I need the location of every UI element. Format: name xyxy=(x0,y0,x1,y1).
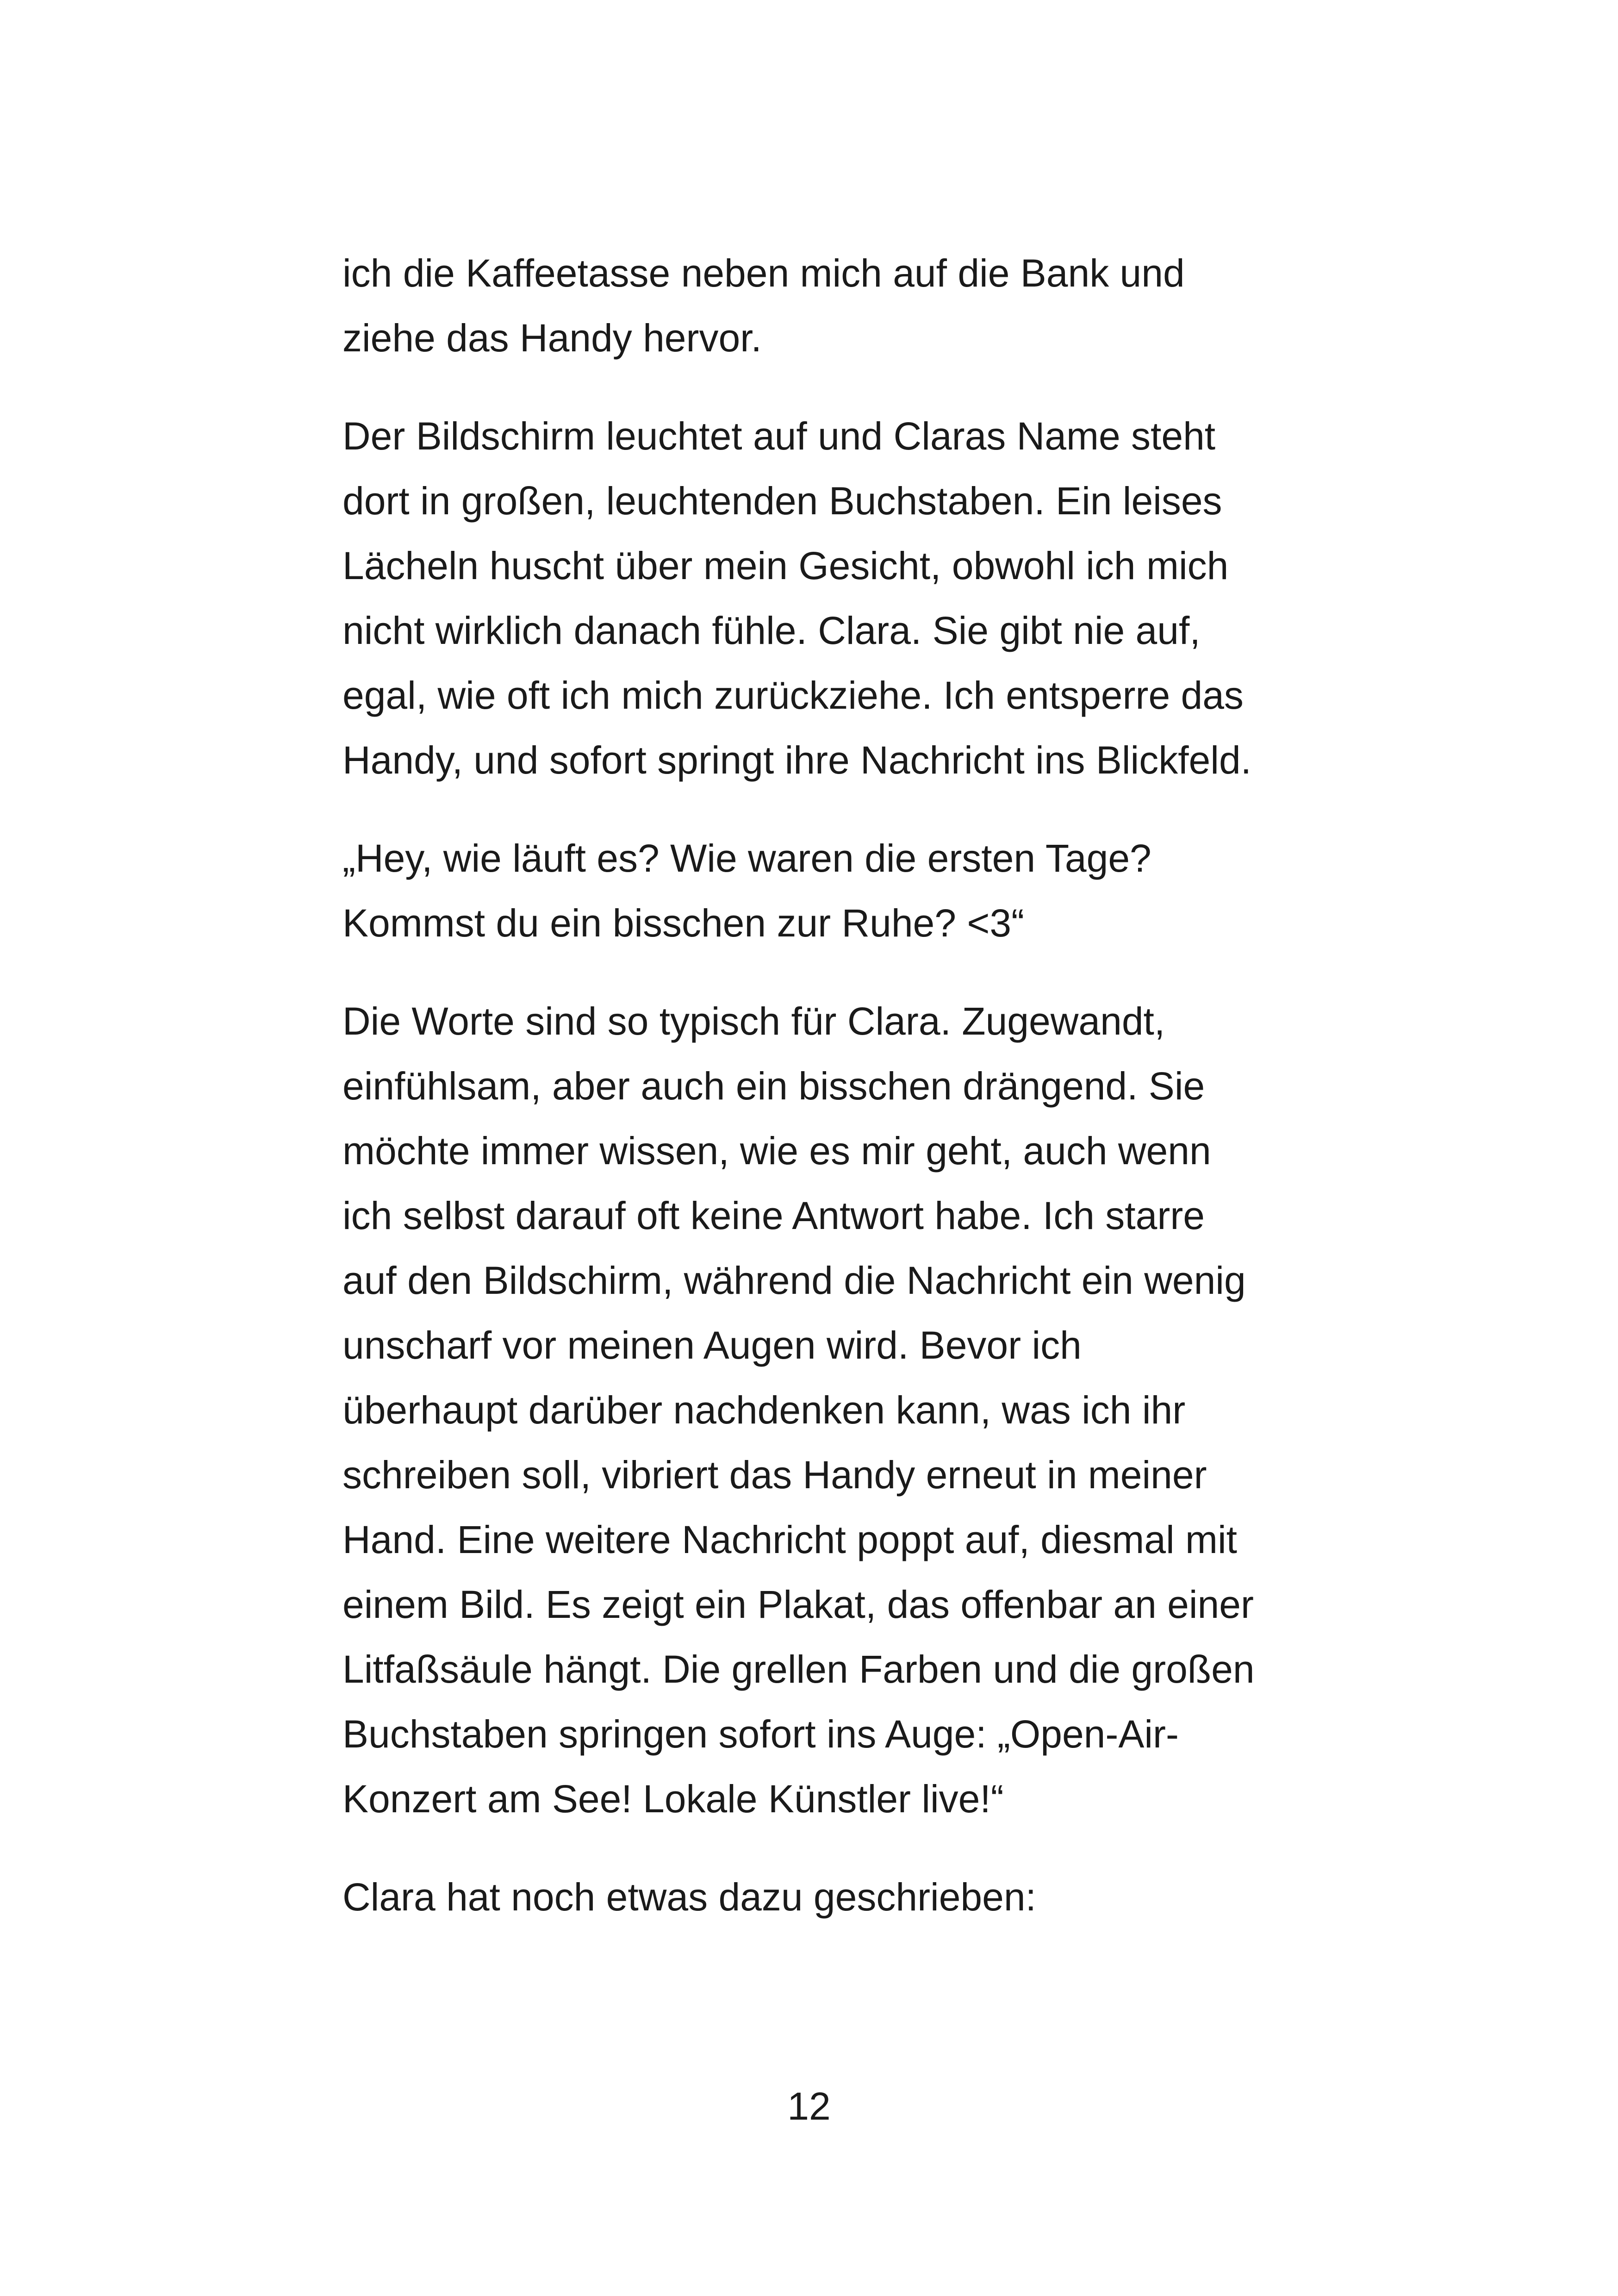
text-line: Lächeln huscht über mein Gesicht, obwohl ich mich xyxy=(342,544,1229,587)
text-line: Die Worte sind so typisch für Clara. Zugewandt, xyxy=(342,999,1165,1043)
text-line: dort in großen, leuchtenden Buchstaben. Ein leises xyxy=(342,479,1222,523)
text-line: „Hey, wie läuft es? Wie waren die ersten Tage? xyxy=(342,836,1151,880)
text-line: einem Bild. Es zeigt ein Plakat, das offenbar an einer xyxy=(342,1583,1254,1626)
text-line: Handy, und sofort springt ihre Nachricht ins Blickfeld. xyxy=(342,738,1251,782)
text-line: ich selbst darauf oft keine Antwort habe. Ich starre xyxy=(342,1194,1205,1237)
paragraph-4 xyxy=(342,989,1361,1831)
paragraph-3 xyxy=(342,826,1361,955)
page-number: 12 xyxy=(787,2084,831,2128)
text-line: Kommst du ein bisschen zur Ruhe? <3“ xyxy=(342,901,1025,945)
text-line: Hand. Eine weitere Nachricht poppt auf, diesmal mit xyxy=(342,1518,1237,1561)
text-line: einfühlsam, aber auch ein bisschen drängend. Sie xyxy=(342,1064,1205,1108)
paragraph-1 xyxy=(342,241,1361,370)
text-line: Der Bildschirm leuchtet auf und Claras Name steht xyxy=(342,414,1216,458)
text-line: ich die Kaffeetasse neben mich auf die Bank und xyxy=(342,251,1185,295)
text-line: möchte immer wissen, wie es mir geht, auch wenn xyxy=(342,1129,1211,1173)
text-line: unscharf vor meinen Augen wird. Bevor ich xyxy=(342,1323,1082,1367)
text-line: Clara hat noch etwas dazu geschrieben: xyxy=(342,1875,1036,1919)
page-body xyxy=(342,241,1361,1963)
text-line: ziehe das Handy hervor. xyxy=(342,316,762,360)
text-line: Konzert am See! Lokale Künstler live!“ xyxy=(342,1777,1004,1821)
text-line: Buchstaben springen sofort ins Auge: „Open-Air- xyxy=(342,1712,1179,1756)
paragraph-5 xyxy=(342,1865,1361,1929)
text-line: egal, wie oft ich mich zurückziehe. Ich entsperre das xyxy=(342,674,1244,717)
text-line: auf den Bildschirm, während die Nachricht ein wenig xyxy=(342,1259,1246,1302)
text-line: überhaupt darüber nachdenken kann, was ich ihr xyxy=(342,1388,1186,1432)
paragraph-2 xyxy=(342,404,1361,792)
text-line: schreiben soll, vibriert das Handy erneut in meiner xyxy=(342,1453,1207,1497)
text-line: Litfaßsäule hängt. Die grellen Farben und die großen xyxy=(342,1647,1255,1691)
text-line: nicht wirklich danach fühle. Clara. Sie gibt nie auf, xyxy=(342,609,1201,652)
